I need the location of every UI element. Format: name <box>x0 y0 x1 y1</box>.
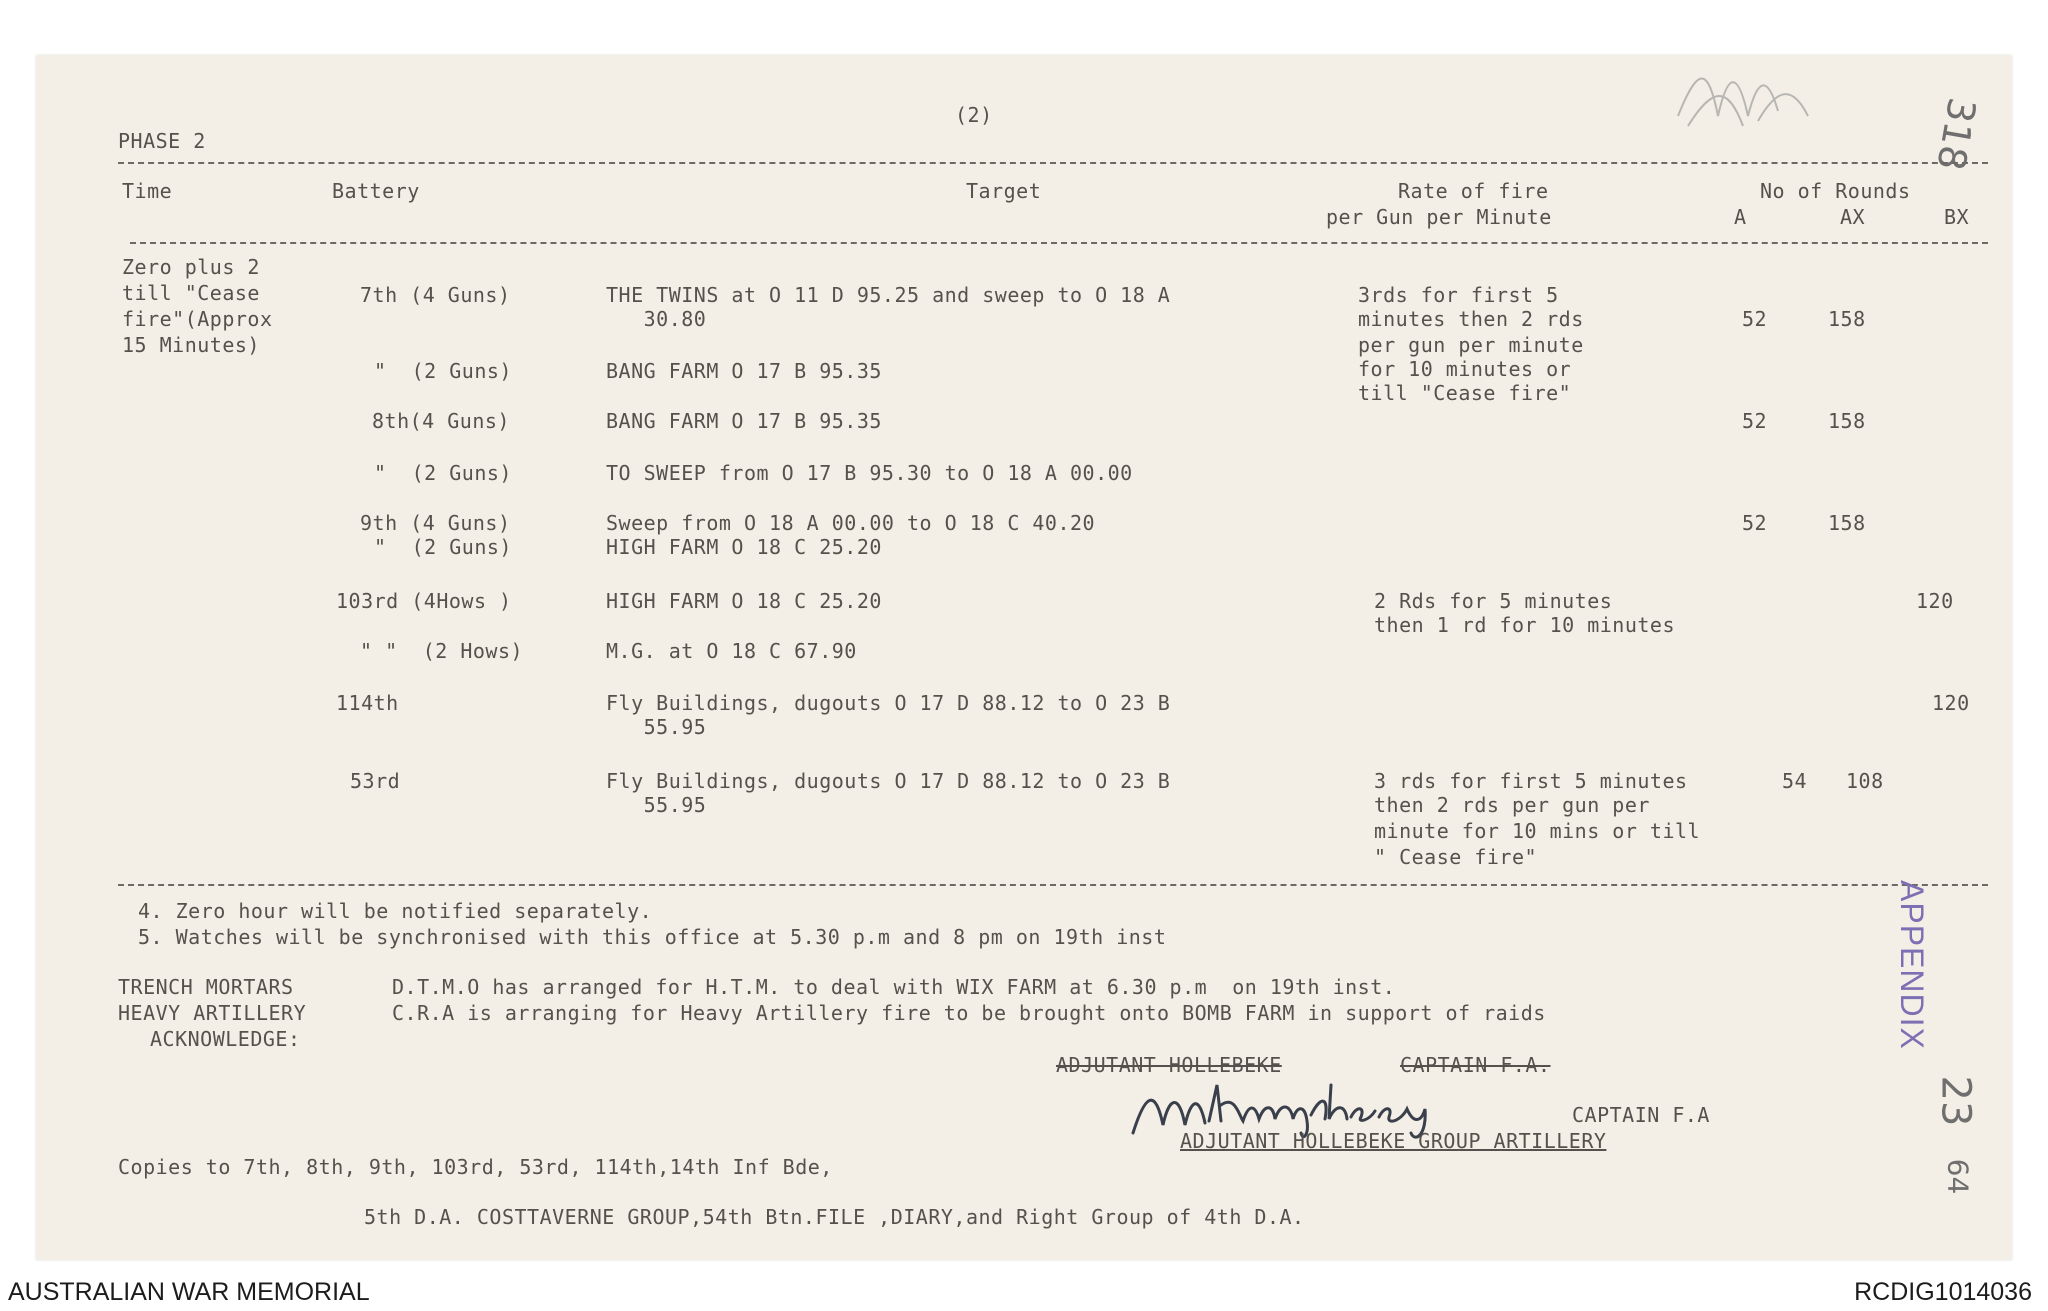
col-battery: Battery <box>332 179 420 203</box>
col-ax: AX <box>1840 205 1866 229</box>
row-ax: 158 <box>1828 409 1866 433</box>
row-battery: 8th(4 Guns) <box>372 409 510 433</box>
row-target: 30.80 <box>606 307 707 331</box>
time-cell-line: fire"(Approx <box>122 307 273 331</box>
row-rate: 3rds for first 5 <box>1358 283 1559 307</box>
footer-left: AUSTRALIAN WAR MEMORIAL <box>8 1278 370 1306</box>
row-ax: 108 <box>1846 769 1884 793</box>
acknowledge-text: ACKNOWLEDGE: <box>150 1027 301 1051</box>
time-cell-line: 15 Minutes) <box>122 333 260 357</box>
row-ax: 158 <box>1828 307 1866 331</box>
document-sheet <box>36 55 2012 1260</box>
footer-right: RCDIG1014036 <box>1854 1278 2032 1306</box>
phase-heading: PHASE 2 <box>118 129 206 153</box>
time-cell-line: Zero plus 2 <box>122 255 260 279</box>
row-target: M.G. at O 18 C 67.90 <box>606 639 857 663</box>
row-ax: 158 <box>1828 511 1866 535</box>
row-battery: 9th (4 Guns) <box>360 511 511 535</box>
col-rounds: No of Rounds <box>1760 179 1911 203</box>
appendix-stamp: APPENDIX <box>1894 880 1930 1050</box>
copies-line: 5th D.A. COSTTAVERNE GROUP,54th Btn.FILE ,DIARY,and Right Group of 4th D.A. <box>364 1205 1305 1229</box>
signer-rank: CAPTAIN F.A <box>1572 1103 1710 1127</box>
page-number: 64 <box>1941 1158 1975 1195</box>
signer-title: ADJUTANT HOLLEBEKE GROUP ARTILLERY <box>1180 1129 1607 1153</box>
col-time: Time <box>122 179 173 203</box>
row-battery: " (2 Guns) <box>374 359 512 383</box>
row-rate: 3 rds for first 5 minutes <box>1374 769 1688 793</box>
row-target: HIGH FARM O 18 C 25.20 <box>606 535 882 559</box>
rule-top <box>118 162 1988 164</box>
note-line: 5. Watches will be synchronised with this office at 5.30 p.m and 8 pm on 19th inst <box>138 925 1167 949</box>
row-rate: " Cease fire" <box>1374 845 1538 869</box>
row-bx: 120 <box>1916 589 1954 613</box>
row-target: Sweep from O 18 A 00.00 to O 18 C 40.20 <box>606 511 1096 535</box>
row-battery: 7th (4 Guns) <box>360 283 511 307</box>
col-rate-1: Rate of fire <box>1398 179 1549 203</box>
appendix-number: 23 <box>1932 1075 1979 1127</box>
row-rate: then 1 rd for 10 minutes <box>1374 613 1675 637</box>
row-rate: for 10 minutes or <box>1358 357 1572 381</box>
page-marker: (2) <box>955 103 993 127</box>
row-battery: " " (2 Hows) <box>360 639 524 663</box>
row-rate: per gun per minute <box>1358 333 1584 357</box>
remark-text: C.R.A is arranging for Heavy Artillery fire to be brought onto BOMB FARM in support of raids <box>392 1001 1546 1025</box>
row-battery: 114th <box>336 691 399 715</box>
row-target: BANG FARM O 17 B 95.35 <box>606 409 882 433</box>
row-battery: " (2 Guns) <box>374 535 512 559</box>
time-cell-line: till "Cease <box>122 281 260 305</box>
row-target: HIGH FARM O 18 C 25.20 <box>606 589 882 613</box>
row-battery: 53rd <box>350 769 401 793</box>
row-rate: then 2 rds per gun per <box>1374 793 1650 817</box>
remark-label: HEAVY ARTILLERY <box>118 1001 307 1025</box>
struck-rank: CAPTAIN F.A. <box>1400 1053 1551 1077</box>
row-target: 55.95 <box>606 715 707 739</box>
row-a: 52 <box>1742 307 1768 331</box>
row-rate: minutes then 2 rds <box>1358 307 1584 331</box>
remark-text: D.T.M.O has arranged for H.T.M. to deal with WIX FARM at 6.30 p.m on 19th inst. <box>392 975 1396 999</box>
row-battery: " (2 Guns) <box>374 461 512 485</box>
row-rate: minute for 10 mins or till <box>1374 819 1701 843</box>
rule-header <box>130 242 1988 244</box>
row-a: 52 <box>1742 511 1768 535</box>
rule-table-end <box>118 884 1988 886</box>
struck-adjutant: ADJUTANT HOLLEBEKE <box>1056 1053 1282 1077</box>
col-bx: BX <box>1944 205 1970 229</box>
row-target: 55.95 <box>606 793 707 817</box>
row-bx: 120 <box>1932 691 1970 715</box>
row-a: 52 <box>1742 409 1768 433</box>
copies-line: Copies to 7th, 8th, 9th, 103rd, 53rd, 114th,14th Inf Bde, <box>118 1155 833 1179</box>
note-line: 4. Zero hour will be notified separately. <box>138 899 653 923</box>
row-target: TO SWEEP from O 17 B 95.30 to O 18 A 00.00 <box>606 461 1133 485</box>
row-battery: 103rd (4Hows ) <box>336 589 512 613</box>
row-rate: 2 Rds for 5 minutes <box>1374 589 1613 613</box>
pencil-scribble <box>1668 56 1818 136</box>
row-target: BANG FARM O 17 B 95.35 <box>606 359 882 383</box>
remark-label: TRENCH MORTARS <box>118 975 294 999</box>
col-target: Target <box>966 179 1042 203</box>
folio-number: 318 <box>1928 94 1985 174</box>
row-target: THE TWINS at O 11 D 95.25 and sweep to O 18 A <box>606 283 1171 307</box>
col-rate-2: per Gun per Minute <box>1326 205 1552 229</box>
row-target: Fly Buildings, dugouts O 17 D 88.12 to O 23 B <box>606 691 1171 715</box>
row-rate: till "Cease fire" <box>1358 381 1572 405</box>
row-target: Fly Buildings, dugouts O 17 D 88.12 to O 23 B <box>606 769 1171 793</box>
row-a: 54 <box>1782 769 1808 793</box>
col-a: A <box>1734 205 1747 229</box>
